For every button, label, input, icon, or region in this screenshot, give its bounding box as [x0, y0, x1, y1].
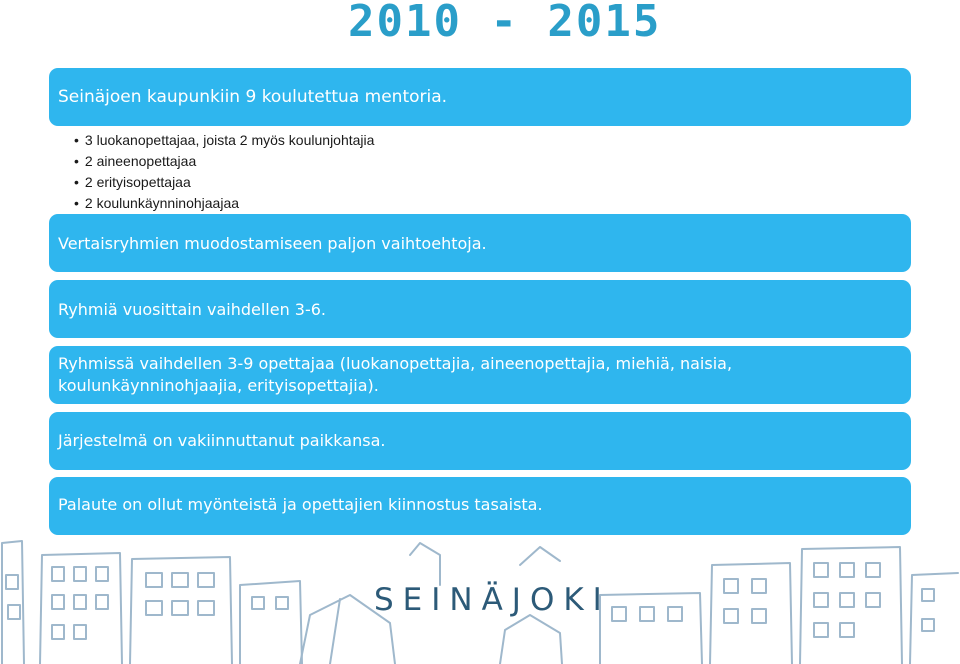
point-text-1: Vertaisryhmien muodostamiseen paljon vaihtoehtoja. [58, 234, 487, 253]
intro-text: Seinäjoen kaupunkiin 9 koulutettua mentoria. [58, 87, 448, 107]
point-box-2 [49, 280, 911, 338]
point-text-3a: Ryhmissä vaihdellen 3-9 opettajaa (luokanopettajia, aineenopettajia, miehiä, naisia, [58, 354, 733, 373]
list-item: • 2 aineenopettajaa [74, 151, 374, 172]
point-box-1 [49, 214, 911, 272]
mentor-list [74, 130, 374, 214]
point-box-4 [49, 412, 911, 470]
point-text-4: Järjestelmä on vakiinnuttanut paikkansa. [58, 431, 386, 450]
point-box-5 [49, 477, 911, 535]
point-text-2: Ryhmiä vuosittain vaihdellen 3-6. [58, 300, 327, 319]
list-item: • 2 koulunkäynninohjaajaa [74, 193, 374, 214]
list-item: • 3 luokanopettajaa, joista 2 myös koulunjohtajia [74, 130, 374, 151]
list-item: • 2 erityisopettajaa [74, 172, 374, 193]
intro-box [49, 68, 911, 126]
point-text-5: Palaute on ollut myönteistä ja opettajien kiinnostus tasaista. [58, 495, 543, 514]
point-text-3b: koulunkäynninohjaajia, erityisopettajia). [58, 376, 379, 395]
seinajoki-logo: SEINÄJOKI [374, 582, 611, 618]
point-box-3 [49, 346, 911, 404]
page-title: 2010 - 2015 [348, 0, 662, 47]
